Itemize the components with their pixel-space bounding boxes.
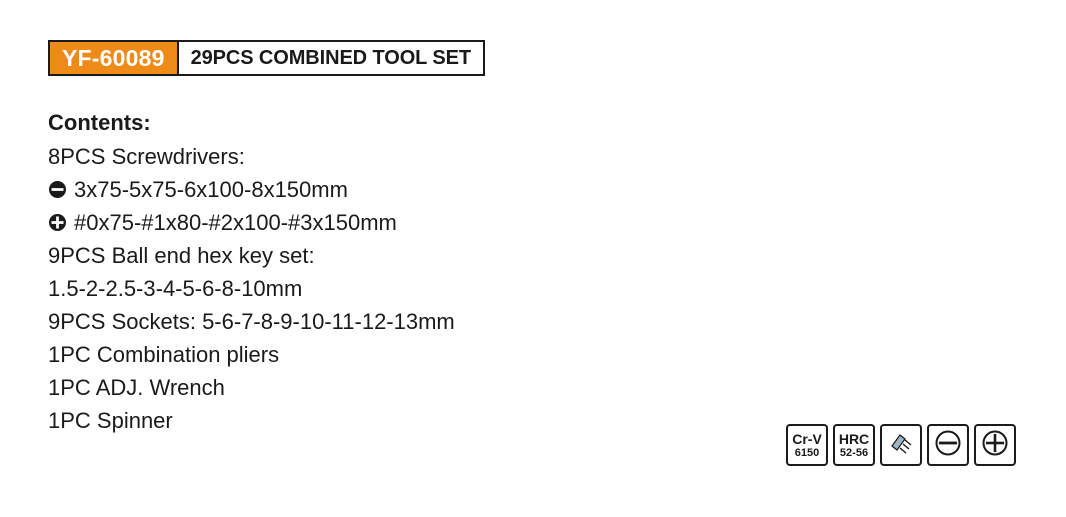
content-line-text: 1PC ADJ. Wrench — [48, 375, 225, 400]
content-line-text: 8PCS Screwdrivers: — [48, 144, 245, 169]
list-item — [48, 404, 768, 437]
phillips-screwdriver-icon — [48, 213, 67, 232]
list-item — [48, 140, 768, 173]
list-item — [48, 239, 768, 272]
crv-badge-top: Cr-V — [792, 430, 822, 447]
product-code: YF-60089 — [50, 42, 179, 74]
badge-strip — [786, 424, 1016, 466]
list-item — [48, 338, 768, 371]
list-item — [48, 305, 768, 338]
contents-block — [48, 106, 768, 437]
magnetic-tip-icon — [886, 428, 916, 463]
product-title: 29PCS COMBINED TOOL SET — [190, 46, 471, 69]
slotted-tip-icon — [933, 428, 963, 463]
list-item — [48, 272, 768, 305]
crv-badge — [786, 424, 828, 466]
list-item — [48, 206, 768, 239]
hrc-badge-bottom: 52-56 — [839, 446, 869, 459]
product-header — [48, 40, 485, 76]
content-line-text: 3x75-5x75-6x100-8x150mm — [74, 177, 348, 202]
hrc-badge — [833, 424, 875, 466]
content-line-text: 9PCS Ball end hex key set: — [48, 243, 315, 268]
slotted-tip-badge — [927, 424, 969, 466]
hrc-badge-top: HRC — [838, 430, 870, 447]
list-item — [48, 173, 768, 206]
content-line-text: 1.5-2-2.5-3-4-5-6-8-10mm — [48, 276, 303, 301]
slotted-screwdriver-icon — [48, 180, 67, 199]
content-line-text: #0x75-#1x80-#2x100-#3x150mm — [74, 210, 397, 235]
contents-heading: Contents: — [48, 110, 151, 135]
magnetic-tip-badge — [880, 424, 922, 466]
phillips-tip-badge — [974, 424, 1016, 466]
phillips-tip-icon — [980, 428, 1010, 463]
crv-badge-bottom: 6150 — [794, 446, 820, 459]
content-line-text: 9PCS Sockets: 5-6-7-8-9-10-11-12-13mm — [48, 309, 455, 334]
content-line-text: 1PC Spinner — [48, 408, 173, 433]
content-line-text: 1PC Combination pliers — [48, 342, 280, 367]
list-item — [48, 371, 768, 404]
